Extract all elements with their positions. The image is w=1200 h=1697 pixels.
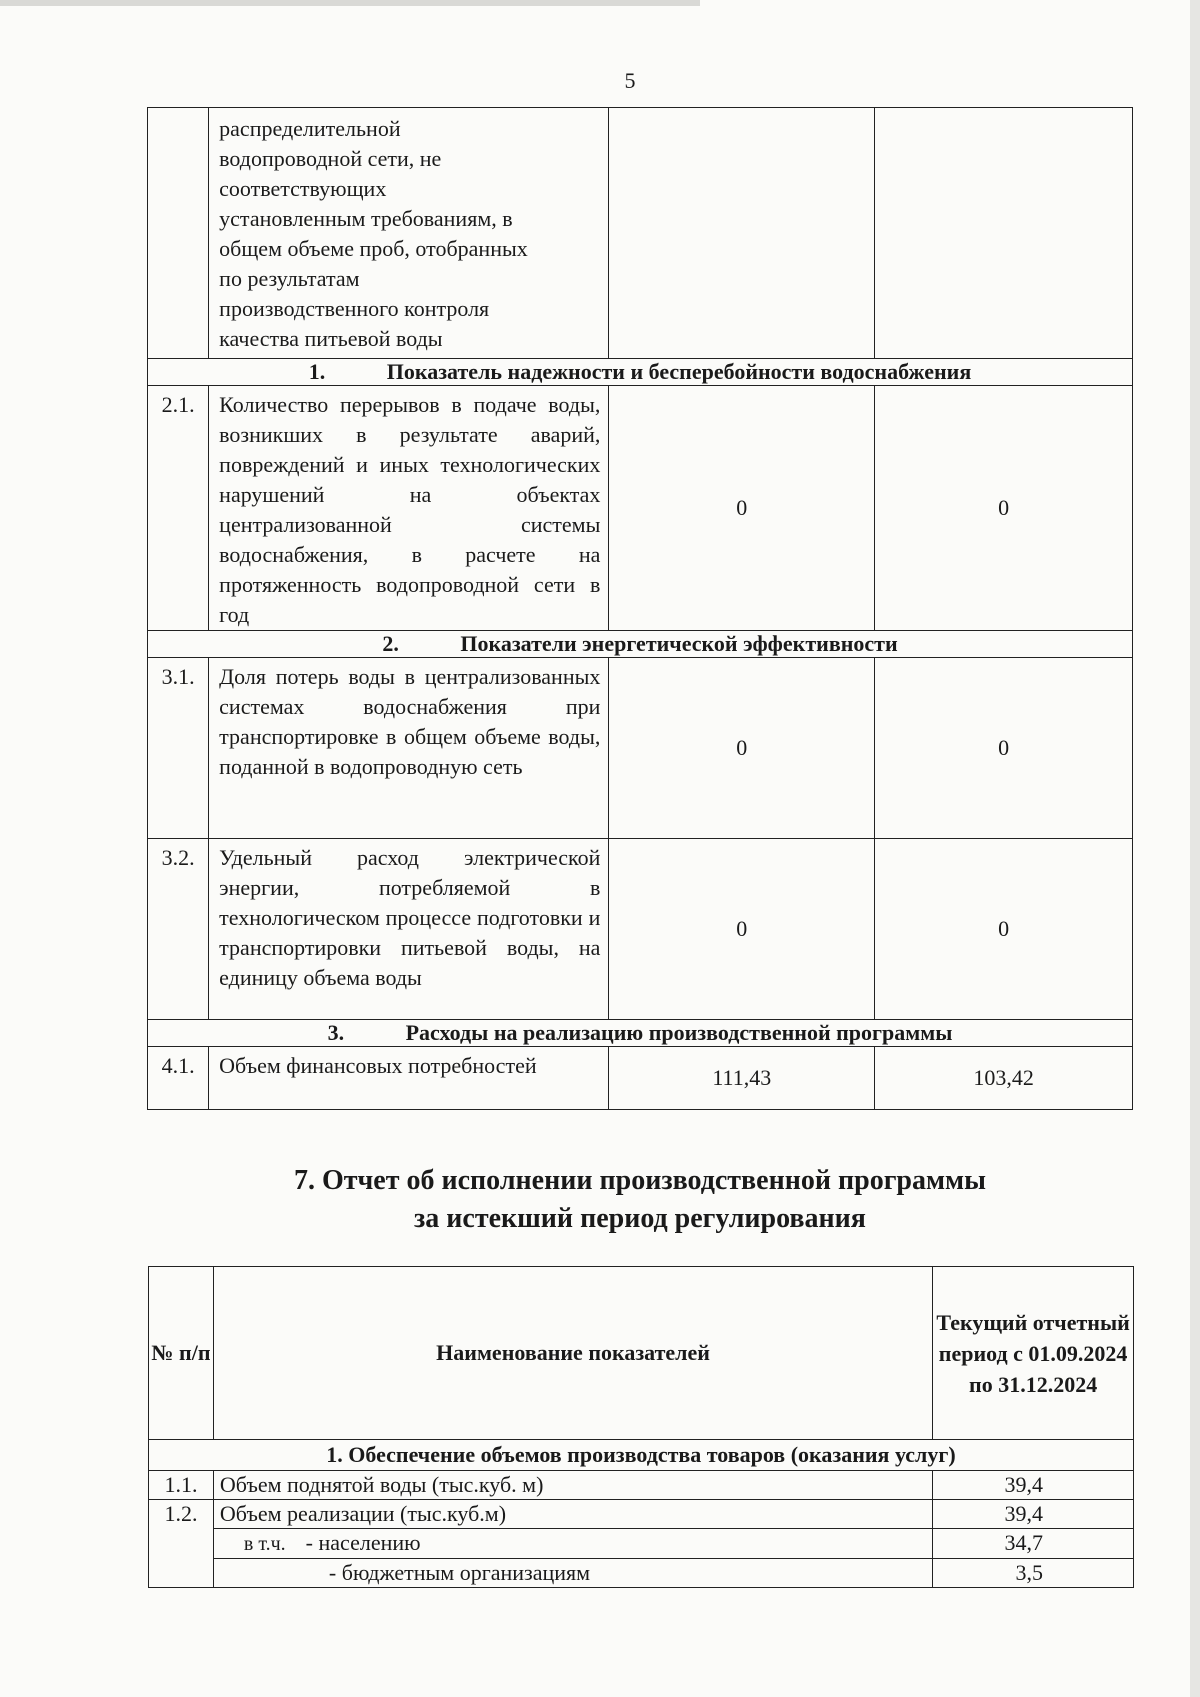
value-cell-1: 0 [609,658,875,839]
header-name: Наименование показателей [213,1267,932,1440]
value-cell-2 [875,108,1133,359]
value-cell: 39,4 [933,1471,1134,1500]
row-number-cell: 4.1. [148,1047,209,1110]
indicator-name-cell [213,1529,932,1559]
table-row [148,108,1133,359]
section-header-row [149,1440,1134,1471]
table-row [148,839,1133,1020]
header-period: Текущий отчетный период с 01.09.2024 по 31.12.2024 [933,1267,1134,1440]
row-number-cell: 3.2. [148,839,209,1020]
row-number-cell: 1.1. [149,1471,214,1500]
value-cell: 3,5 [933,1559,1134,1588]
header-row [149,1267,1134,1440]
continued-name-line: установленным требованиям, в [219,206,513,231]
subitem-label: - населению [305,1530,421,1555]
header-num: № п/п [149,1267,214,1440]
section-header-row [148,359,1133,386]
value-cell: 39,4 [933,1500,1134,1529]
section-header-cell: 1. Обеспечение объемов производства товаров (оказания услуг) [149,1440,1134,1471]
section-number: 1. [308,359,326,384]
continued-name-line: по результатам [219,266,360,291]
table-row [148,1047,1133,1110]
report-table [148,1266,1134,1588]
section-header-cell [148,1020,1133,1047]
table-row [149,1529,1134,1559]
continued-name-line: водопроводной сети, не [219,146,442,171]
section-header-cell [148,359,1133,386]
indicator-name-cell: Количество перерывов в подаче воды, возникших в результате аварий, повреждений и иных технологических нарушений на объектах централизованной системы водоснабжения, в расчете на протяженность водопроводной сети в год [209,386,609,631]
page-number: 5 [624,68,636,93]
table-row [148,658,1133,839]
section-title: Показатель надежности и бесперебойности водоснабжения [386,359,972,384]
value-cell-2: 103,42 [875,1047,1133,1110]
section-number: 2. [382,631,399,656]
value-cell-2: 0 [875,658,1133,839]
indicator-name-cell: Удельный расход электрической энергии, потребляемой в технологическом процессе подготовки и транспортировки питьевой воды, на единицу объема воды [209,839,609,1020]
section-title: Расходы на реализацию производственной программы [405,1020,953,1045]
indicator-name-cell: - бюджетным организациям [213,1559,932,1588]
section-7-title-line-1: 7. Отчет об исполнении производственной программы [293,1165,986,1196]
indicator-name-cell: Объем финансовых потребностей [209,1047,609,1110]
table-row [149,1500,1134,1529]
row-number-cell: 1.2. [149,1500,214,1588]
value-cell-2: 0 [875,386,1133,631]
continued-name-line: соответствующих [219,176,387,201]
indicator-name-cell: Объем реализации (тыс.куб.м) [213,1500,932,1529]
table-row [149,1559,1134,1588]
scan-edge-top [0,0,700,6]
table-row [149,1471,1134,1500]
table-row [148,386,1133,631]
row-number-cell: 2.1. [148,386,209,631]
value-cell-1: 0 [609,839,875,1020]
value-cell-1: 0 [609,386,875,631]
value-cell-2: 0 [875,839,1133,1020]
value-cell-1: 111,43 [609,1047,875,1110]
continued-name-line: качества питьевой воды [219,326,443,351]
indicator-name-cell: Доля потерь воды в централизованных системах водоснабжения при транспортировке в общем объеме воды, поданной в водопроводную сеть [209,658,609,839]
scan-edge-right [1190,0,1200,1697]
continued-name-line: общем объеме проб, отобранных [219,236,528,261]
section-header-cell [148,631,1133,658]
section-number: 3. [327,1020,345,1045]
row-number-cell: 3.1. [148,658,209,839]
indicator-name-cell [209,108,609,359]
section-header-row [148,1020,1133,1047]
row-number-cell [148,108,209,359]
section-7-title-line-2: за истекший период регулирования [414,1203,866,1234]
value-cell-1 [609,108,875,359]
continued-name-line: производственного контроля [219,296,490,321]
section-header-row [148,631,1133,658]
indicators-table [147,107,1133,1110]
subitem-prefix: в т.ч. [243,1533,286,1555]
value-cell: 34,7 [933,1529,1134,1559]
continued-name-line: распределительной [219,116,401,141]
indicator-name-cell: Объем поднятой воды (тыс.куб. м) [213,1471,932,1500]
section-title: Показатели энергетической эффективности [460,631,898,656]
